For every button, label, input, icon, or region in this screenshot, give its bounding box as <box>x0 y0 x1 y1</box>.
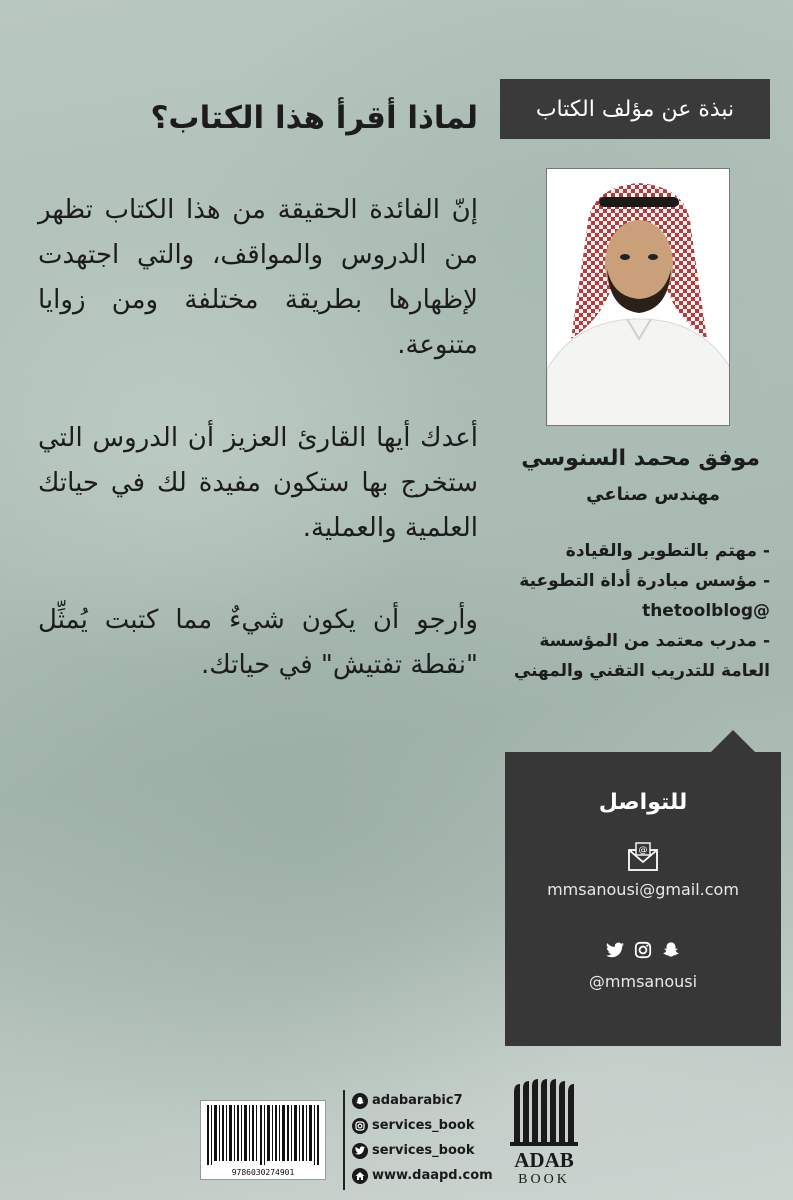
main-heading: لماذا أقرأ هذا الكتاب؟ <box>150 100 478 136</box>
author-photo <box>546 168 730 426</box>
snapchat-icon <box>352 1093 368 1109</box>
svg-text:@: @ <box>638 845 648 856</box>
barcode-bars <box>201 1101 325 1167</box>
author-point: - مؤسس مبادرة أداة التطوعية @thetoolblog <box>519 571 770 621</box>
publisher-link-twitter[interactable] <box>352 1138 502 1163</box>
books-logo-icon <box>506 1078 582 1148</box>
contact-box-notch <box>711 730 755 752</box>
footer-divider <box>343 1090 345 1190</box>
home-icon <box>352 1168 368 1184</box>
isbn-barcode <box>200 1100 326 1180</box>
author-portrait-illustration <box>547 169 730 426</box>
publisher-link-text: services_book <box>372 1143 475 1158</box>
publisher-logo <box>506 1078 582 1194</box>
twitter-icon <box>352 1143 368 1159</box>
author-name: موفق محمد السنوسي <box>521 446 760 471</box>
contact-handle[interactable]: @mmsanousi <box>588 972 698 991</box>
email-icon <box>626 840 660 874</box>
contact-title: للتواصل <box>598 790 688 815</box>
isbn-number: 9786030274901 <box>231 1168 295 1177</box>
publisher-link-instagram[interactable] <box>352 1113 502 1138</box>
publisher-logo-book: BOOK <box>518 1172 570 1187</box>
snapchat-icon[interactable] <box>661 940 681 960</box>
instagram-icon <box>352 1118 368 1134</box>
publisher-link-text: www.daapd.com <box>372 1168 493 1183</box>
author-points-list <box>490 536 770 686</box>
paragraph-promise: أعدك أيها القارئ العزيز أن الدروس التي ستخرج بها ستكون مفيدة لك في حياتك العلمية والعملية. <box>38 423 478 543</box>
about-author-label: نبذة عن مؤلف الكتاب <box>500 79 770 139</box>
author-point: - مدرب معتمد من المؤسسة العامة للتدريب التقني والمهني <box>513 631 770 681</box>
author-point: - مهتم بالتطوير والقيادة <box>565 541 770 561</box>
contact-email[interactable]: mmsanousi@gmail.com <box>547 880 739 899</box>
publisher-link-text: adabarabic7 <box>372 1093 463 1108</box>
paragraph-hope: وأرجو أن يكون شيءٌ مما كتبت يُمثِّل "نقطة تفتيش" في حياتك. <box>38 605 478 680</box>
publisher-link-text: services_book <box>372 1118 475 1133</box>
instagram-icon[interactable] <box>633 940 653 960</box>
publisher-logo-adab: ADAB <box>514 1148 574 1172</box>
paragraph-benefit: إنّ الفائدة الحقيقة من هذا الكتاب تظهر من الدروس والمواقف، والتي اجتهدت لإظهارها بطريقة مختلفة ومن زوايا متنوعة. <box>38 195 478 360</box>
contact-box <box>505 752 781 1046</box>
publisher-link-website[interactable] <box>352 1163 502 1188</box>
publisher-link-snapchat[interactable] <box>352 1088 502 1113</box>
twitter-icon[interactable] <box>605 940 625 960</box>
author-title: مهندس صناعي <box>586 484 720 505</box>
publisher-links <box>352 1088 502 1188</box>
social-icons-row <box>505 940 781 960</box>
